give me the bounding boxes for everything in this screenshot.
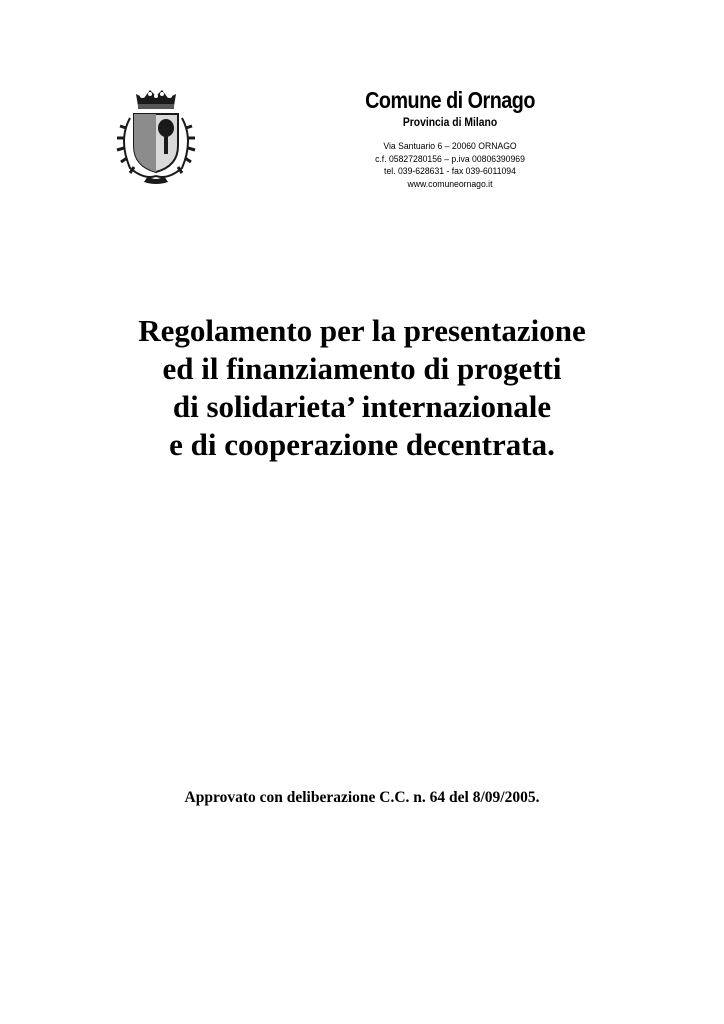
letterhead	[300, 86, 600, 191]
title-line: Regolamento per la presentazione	[138, 313, 586, 348]
contact-website: www.comuneornago.it	[407, 178, 493, 190]
contact-phone-fax: tel. 039-628631 - fax 039-6011094	[384, 166, 516, 178]
contact-address: Via Santuario 6 – 20060 ORNAGO	[383, 141, 517, 152]
contact-block	[315, 141, 585, 191]
title-line: e di cooperazione decentrata.	[169, 427, 555, 462]
province-name: Provincia di Milano	[402, 117, 498, 129]
document-title	[62, 312, 662, 464]
municipality-name: Comune di Ornago	[365, 87, 535, 113]
approval-note: Approvato con deliberazione C.C. n. 64 del 8/09/2005.	[184, 789, 540, 806]
title-line: ed il finanziamento di progetti	[162, 351, 562, 386]
coat-of-arms-icon	[108, 84, 204, 186]
title-line: di solidarieta’ internazionale	[172, 389, 552, 424]
contact-tax-codes: c.f. 05827280156 – p.iva 00806390969	[375, 153, 525, 165]
